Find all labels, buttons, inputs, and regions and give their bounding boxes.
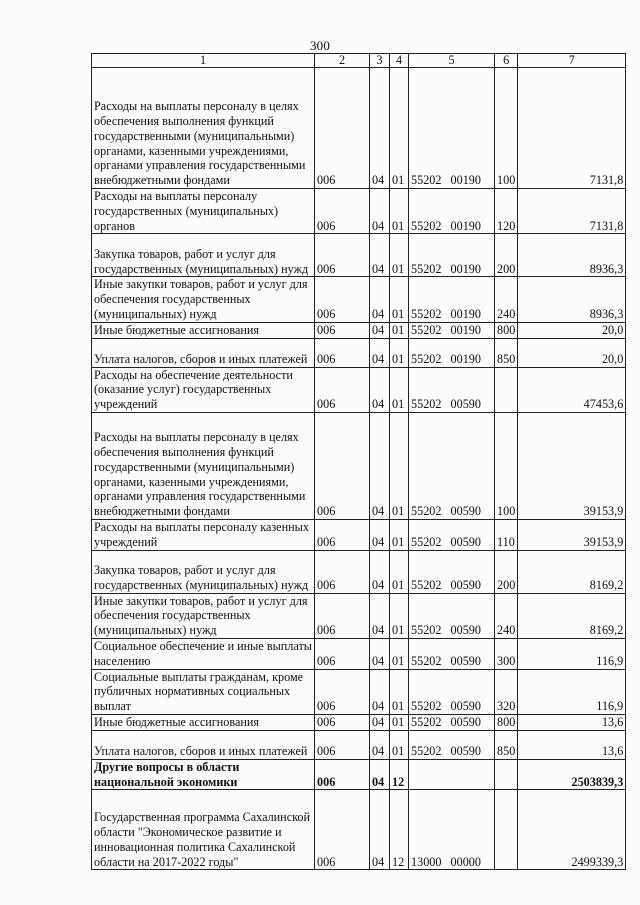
cell-expense-type: 100 [495, 68, 518, 189]
cell-grbs: 006 [315, 412, 370, 519]
table-row [92, 638, 626, 669]
cell-expense-type: 240 [495, 593, 518, 638]
cell-target-article: 55202 00190 [409, 338, 495, 367]
cell-grbs: 006 [315, 790, 370, 870]
cell-grbs: 006 [315, 68, 370, 189]
cell-expense-type [495, 367, 518, 412]
cell-target-article: 55202 00590 [409, 669, 495, 714]
cell-name: Социальное обеспечение и иные выплаты населению [92, 638, 315, 669]
cell-name: Иные бюджетные ассигнования [92, 322, 315, 338]
cell-expense-type: 240 [495, 277, 518, 322]
table-row [92, 189, 626, 234]
table-row [92, 714, 626, 730]
cell-expense-type: 320 [495, 669, 518, 714]
cell-grbs: 006 [315, 550, 370, 593]
cell-grbs: 006 [315, 189, 370, 234]
cell-amount: 13,6 [518, 730, 626, 759]
cell-grbs: 006 [315, 277, 370, 322]
table-row [92, 234, 626, 277]
header-cell: 5 [409, 54, 495, 68]
cell-expense-type: 850 [495, 338, 518, 367]
table-body [92, 54, 626, 870]
cell-name: Иные закупки товаров, работ и услуг для обеспечения государственных (муниципальных) нужд [92, 277, 315, 322]
table-row [92, 367, 626, 412]
cell-subsection: 01 [390, 68, 409, 189]
table-header-row [92, 54, 626, 68]
cell-amount: 39153,9 [518, 519, 626, 550]
cell-expense-type: 850 [495, 730, 518, 759]
cell-section: 04 [370, 322, 390, 338]
cell-grbs: 006 [315, 322, 370, 338]
cell-section: 04 [370, 412, 390, 519]
header-cell: 7 [518, 54, 626, 68]
cell-grbs: 006 [315, 669, 370, 714]
cell-name: Иные бюджетные ассигнования [92, 714, 315, 730]
cell-expense-type: 800 [495, 714, 518, 730]
cell-section: 04 [370, 638, 390, 669]
cell-amount: 8169,2 [518, 593, 626, 638]
cell-amount: 2503839,3 [518, 759, 626, 790]
table-row [92, 550, 626, 593]
cell-subsection: 01 [390, 550, 409, 593]
cell-expense-type: 100 [495, 412, 518, 519]
header-cell: 1 [92, 54, 315, 68]
cell-subsection: 12 [390, 790, 409, 870]
cell-name: Расходы на выплаты персоналу государственных (муниципальных) органов [92, 189, 315, 234]
cell-grbs: 006 [315, 593, 370, 638]
cell-target-article: 55202 00190 [409, 189, 495, 234]
cell-subsection: 01 [390, 338, 409, 367]
cell-expense-type: 300 [495, 638, 518, 669]
cell-amount: 8936,3 [518, 277, 626, 322]
cell-subsection: 01 [390, 277, 409, 322]
table-row [92, 519, 626, 550]
cell-grbs: 006 [315, 338, 370, 367]
cell-subsection: 12 [390, 759, 409, 790]
cell-section: 04 [370, 790, 390, 870]
cell-amount: 47453,6 [518, 367, 626, 412]
table-row [92, 338, 626, 367]
cell-amount: 39153,9 [518, 412, 626, 519]
cell-target-article: 55202 00190 [409, 234, 495, 277]
cell-amount: 116,9 [518, 669, 626, 714]
cell-section: 04 [370, 234, 390, 277]
cell-expense-type: 110 [495, 519, 518, 550]
cell-target-article: 55202 00590 [409, 550, 495, 593]
cell-target-article: 55202 00190 [409, 277, 495, 322]
cell-subsection: 01 [390, 714, 409, 730]
cell-name: Расходы на обеспечение деятельности (оказание услуг) государственных учреждений [92, 367, 315, 412]
header-cell: 3 [370, 54, 390, 68]
cell-target-article: 55202 00590 [409, 519, 495, 550]
cell-expense-type: 800 [495, 322, 518, 338]
cell-grbs: 006 [315, 714, 370, 730]
cell-subsection: 01 [390, 322, 409, 338]
cell-subsection: 01 [390, 189, 409, 234]
cell-expense-type [495, 790, 518, 870]
cell-name: Расходы на выплаты персоналу в целях обеспечения выполнения функций государственными (муниципальными) органами, казенными учреждениями, органами управления государственными внебюджетными фондами [92, 68, 315, 189]
cell-section: 04 [370, 714, 390, 730]
cell-section: 04 [370, 730, 390, 759]
header-cell: 6 [495, 54, 518, 68]
cell-expense-type [495, 759, 518, 790]
cell-target-article: 55202 00590 [409, 367, 495, 412]
cell-name: Иные закупки товаров, работ и услуг для обеспечения государственных (муниципальных) нужд [92, 593, 315, 638]
header-cell: 4 [390, 54, 409, 68]
cell-target-article: 55202 00590 [409, 638, 495, 669]
table-row [92, 730, 626, 759]
cell-target-article: 55202 00590 [409, 730, 495, 759]
cell-target-article: 55202 00590 [409, 412, 495, 519]
table-row [92, 790, 626, 870]
table-row [92, 759, 626, 790]
table-row [92, 68, 626, 189]
cell-section: 04 [370, 277, 390, 322]
cell-target-article: 55202 00190 [409, 322, 495, 338]
cell-section: 04 [370, 338, 390, 367]
cell-subsection: 01 [390, 234, 409, 277]
cell-amount: 13,6 [518, 714, 626, 730]
cell-grbs: 006 [315, 234, 370, 277]
cell-name: Закупка товаров, работ и услуг для государственных (муниципальных) нужд [92, 550, 315, 593]
page-number: 300 [309, 38, 331, 53]
cell-name: Социальные выплаты гражданам, кроме публичных нормативных социальных выплат [92, 669, 315, 714]
table-row [92, 322, 626, 338]
table-row [92, 593, 626, 638]
cell-subsection: 01 [390, 593, 409, 638]
cell-section: 04 [370, 519, 390, 550]
cell-subsection: 01 [390, 638, 409, 669]
cell-section: 04 [370, 189, 390, 234]
cell-expense-type: 200 [495, 234, 518, 277]
cell-target-article: 13000 00000 [409, 790, 495, 870]
cell-name: Государственная программа Сахалинской области "Экономическое развитие и инновационная политика Сахалинской области на 2017-2022 годы" [92, 790, 315, 870]
header-cell: 2 [315, 54, 370, 68]
cell-section: 04 [370, 550, 390, 593]
cell-section: 04 [370, 669, 390, 714]
cell-section: 04 [370, 68, 390, 189]
cell-target-article: 55202 00590 [409, 593, 495, 638]
cell-name: Расходы на выплаты персоналу в целях обеспечения выполнения функций государственными (муниципальными) органами, казенными учреждениями, органами управления государственными внебюджетными фондами [92, 412, 315, 519]
cell-amount: 8936,3 [518, 234, 626, 277]
budget-table [91, 53, 626, 870]
table-row [92, 277, 626, 322]
cell-target-article: 55202 00590 [409, 714, 495, 730]
cell-amount: 7131,8 [518, 189, 626, 234]
cell-target-article [409, 759, 495, 790]
cell-amount: 116,9 [518, 638, 626, 669]
cell-grbs: 006 [315, 730, 370, 759]
cell-name: Закупка товаров, работ и услуг для государственных (муниципальных) нужд [92, 234, 315, 277]
cell-grbs: 006 [315, 759, 370, 790]
cell-name: Уплата налогов, сборов и иных платежей [92, 730, 315, 759]
cell-subsection: 01 [390, 367, 409, 412]
cell-grbs: 006 [315, 367, 370, 412]
table-row [92, 669, 626, 714]
cell-section: 04 [370, 593, 390, 638]
cell-name: Уплата налогов, сборов и иных платежей [92, 338, 315, 367]
cell-subsection: 01 [390, 412, 409, 519]
cell-amount: 20,0 [518, 338, 626, 367]
cell-amount: 2499339,3 [518, 790, 626, 870]
cell-name: Расходы на выплаты персоналу казенных учреждений [92, 519, 315, 550]
cell-name: Другие вопросы в области национальной экономики [92, 759, 315, 790]
cell-section: 04 [370, 759, 390, 790]
cell-amount: 7131,8 [518, 68, 626, 189]
cell-grbs: 006 [315, 638, 370, 669]
cell-subsection: 01 [390, 730, 409, 759]
cell-subsection: 01 [390, 519, 409, 550]
cell-subsection: 01 [390, 669, 409, 714]
cell-section: 04 [370, 367, 390, 412]
cell-amount: 20,0 [518, 322, 626, 338]
cell-target-article: 55202 00190 [409, 68, 495, 189]
cell-grbs: 006 [315, 519, 370, 550]
cell-expense-type: 200 [495, 550, 518, 593]
table-row [92, 412, 626, 519]
cell-amount: 8169,2 [518, 550, 626, 593]
cell-expense-type: 120 [495, 189, 518, 234]
